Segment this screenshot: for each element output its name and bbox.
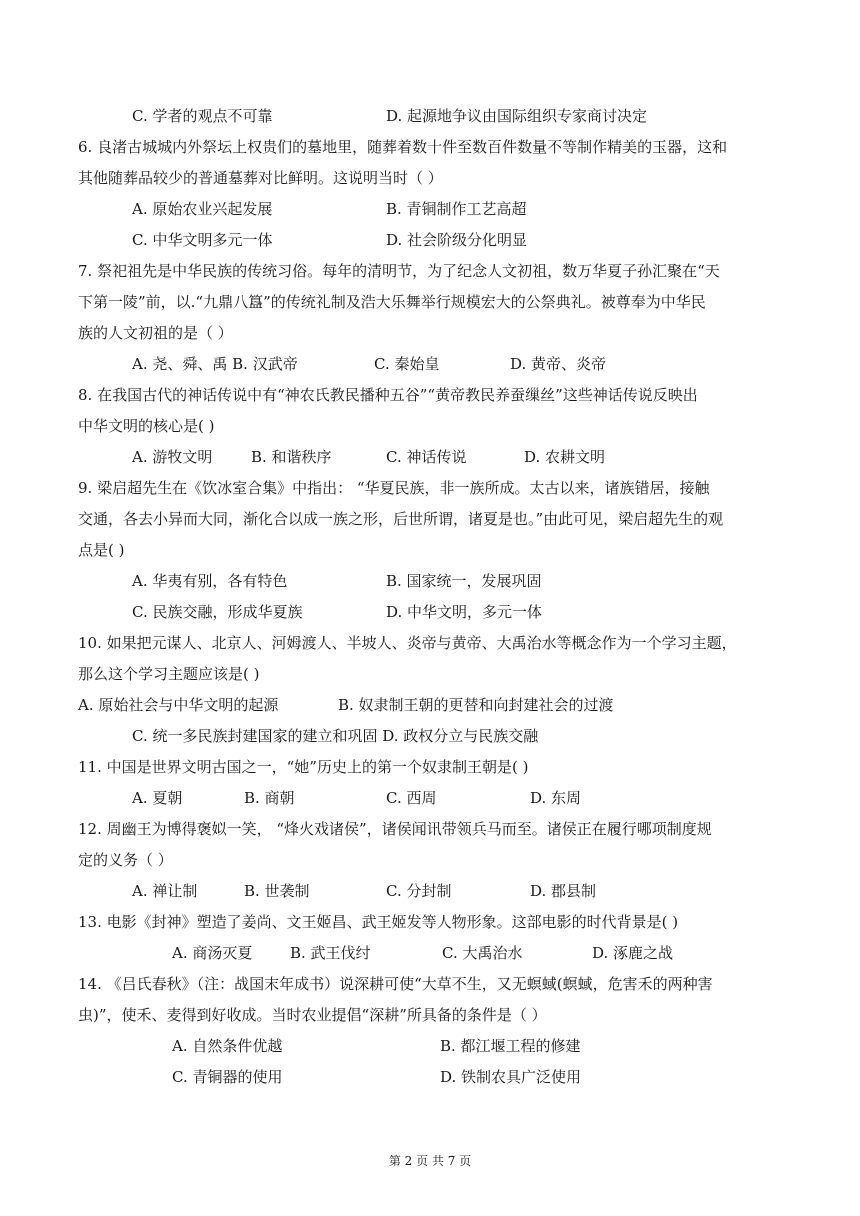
q10-stem-line-1: 10. 如果把元谋人、北京人、河姆渡人、半坡人、炎帝与黄帝、大禹治水等概念作为一个学习主题， <box>78 634 737 652</box>
q13-option-b: B. 武王伐纣 <box>290 944 371 962</box>
q6-stem-line-1: 6. 良渚古城城内外祭坛上权贵们的墓地里，随葬着数十件至数百件数量不等制作精美的玉器，这和 <box>78 138 728 156</box>
q11-option-b: B. 商朝 <box>244 789 295 807</box>
q7-stem-line-3: 族的人文初祖的是（ ） <box>78 324 233 342</box>
q9-stem-line-1: 9. 梁启超先生在《饮冰室合集》中指出： “华夏民族，非一族所成。太古以来，诸族错居，接触 <box>78 479 710 497</box>
q8-option-a: A. 游牧文明 <box>132 448 213 466</box>
q7-option-d: D. 黄帝、炎帝 <box>510 355 607 373</box>
q11-option-c: C. 西周 <box>386 789 437 807</box>
q7-stem-line-1: 7. 祭祀祖先是中华民族的传统习俗。每年的清明节，为了纪念人文初祖，数万华夏子孙汇聚在“天 <box>78 262 720 280</box>
q9-option-c: C. 民族交融，形成华夏族 <box>132 603 303 621</box>
q7-stem-line-2: 下第一陵”前，以.“九鼎八簋”的传统礼制及浩大乐舞举行规模宏大的公祭典礼。被尊奉为中华民 <box>78 293 706 311</box>
q8-stem-line-1: 8. 在我国古代的神话传说中有“神农氏教民播种五谷”“黄帝教民养蚕缫丝”这些神话传说反映出 <box>78 386 698 404</box>
q14-stem-line-1: 14. 《吕氏春秋》（注：战国末年成书）说深耕可使“大草不生，又无螟蜮(螟蜮，危害禾的两种害 <box>78 975 713 993</box>
q10-option-a: A. 原始社会与中华文明的起源 <box>78 696 279 714</box>
q12-option-c: C. 分封制 <box>386 882 452 900</box>
q9-option-d: D. 中华文明，多元一体 <box>386 603 543 621</box>
q14-option-c: C. 青铜器的使用 <box>172 1068 283 1086</box>
q11-option-a: A. 夏朝 <box>132 789 183 807</box>
page-footer: 第 2 页 共 7 页 <box>388 1154 472 1168</box>
q10-stem-line-2: 那么这个学习主题应该是( ) <box>78 665 260 683</box>
q14-option-d: D. 铁制农具广泛使用 <box>440 1068 582 1086</box>
q6-option-a: A. 原始农业兴起发展 <box>132 200 273 218</box>
q12-option-a: A. 禅让制 <box>132 882 198 900</box>
q12-stem-line-2: 定的义务（ ） <box>78 851 173 869</box>
q14-stem-line-2: 虫)”，使禾、麦得到好收成。当时农业提倡“深耕”所具备的条件是（ ） <box>78 1006 547 1024</box>
q8-option-b: B. 和谐秩序 <box>251 448 332 466</box>
q11-stem: 11. 中国是世界文明古国之一，“她”历史上的第一个奴隶制王朝是( ) <box>78 758 529 776</box>
q9-stem-line-2: 交通，各去小异而大同，渐化合以成一族之形，后世所谓，诸夏是也。”由此可见，梁启超先生的观 <box>78 510 724 528</box>
q6-option-b: B. 青铜制作工艺高超 <box>386 200 527 218</box>
q12-option-b: B. 世袭制 <box>244 882 310 900</box>
q8-stem-line-2: 中华文明的核心是( ) <box>78 417 215 435</box>
q7-option-c: C. 秦始皇 <box>374 355 440 373</box>
q12-stem-line-1: 12. 周幽王为博得褒姒一笑， “烽火戏诸侯”，诸侯闻讯带领兵马而至。诸侯正在履行哪项制度规 <box>78 820 712 838</box>
q6-option-c: C. 中华文明多元一体 <box>132 231 273 249</box>
q12-option-d: D. 郡县制 <box>530 882 597 900</box>
q7-option-ab: A. 尧、舜、禹 B. 汉武帝 <box>132 355 298 373</box>
q8-option-d: D. 农耕文明 <box>524 448 606 466</box>
q9-option-a: A. 华夷有别，各有特色 <box>132 572 288 590</box>
q14-option-a: A. 自然条件优越 <box>172 1037 283 1055</box>
q9-stem-line-3: 点是( ) <box>78 541 125 559</box>
q11-option-d: D. 东周 <box>530 789 582 807</box>
q10-option-cd: C. 统一多民族封建国家的建立和巩固 D. 政权分立与民族交融 <box>132 727 539 745</box>
q9-option-b: B. 国家统一，发展巩固 <box>386 572 542 590</box>
q5-option-d: D. 起源地争议由国际组织专家商讨决定 <box>386 107 648 125</box>
q13-option-c: C. 大禹治水 <box>442 944 523 962</box>
q6-stem-line-2: 其他随葬品较少的普通墓葬对比鲜明。这说明当时（ ） <box>78 169 443 187</box>
q13-option-d: D. 涿鹿之战 <box>592 944 674 962</box>
q6-option-d: D. 社会阶级分化明显 <box>386 231 528 249</box>
q10-option-b: B. 奴隶制王朝的更替和向封建社会的过渡 <box>338 696 614 714</box>
q5-option-c: C. 学者的观点不可靠 <box>132 107 273 125</box>
q14-option-b: B. 都江堰工程的修建 <box>440 1037 581 1055</box>
q13-option-a: A. 商汤灭夏 <box>172 944 253 962</box>
q13-stem: 13. 电影《封神》塑造了姜尚、文王姬昌、武王姬发等人物形象。这部电影的时代背景是( ) <box>78 913 679 931</box>
q8-option-c: C. 神话传说 <box>386 448 467 466</box>
